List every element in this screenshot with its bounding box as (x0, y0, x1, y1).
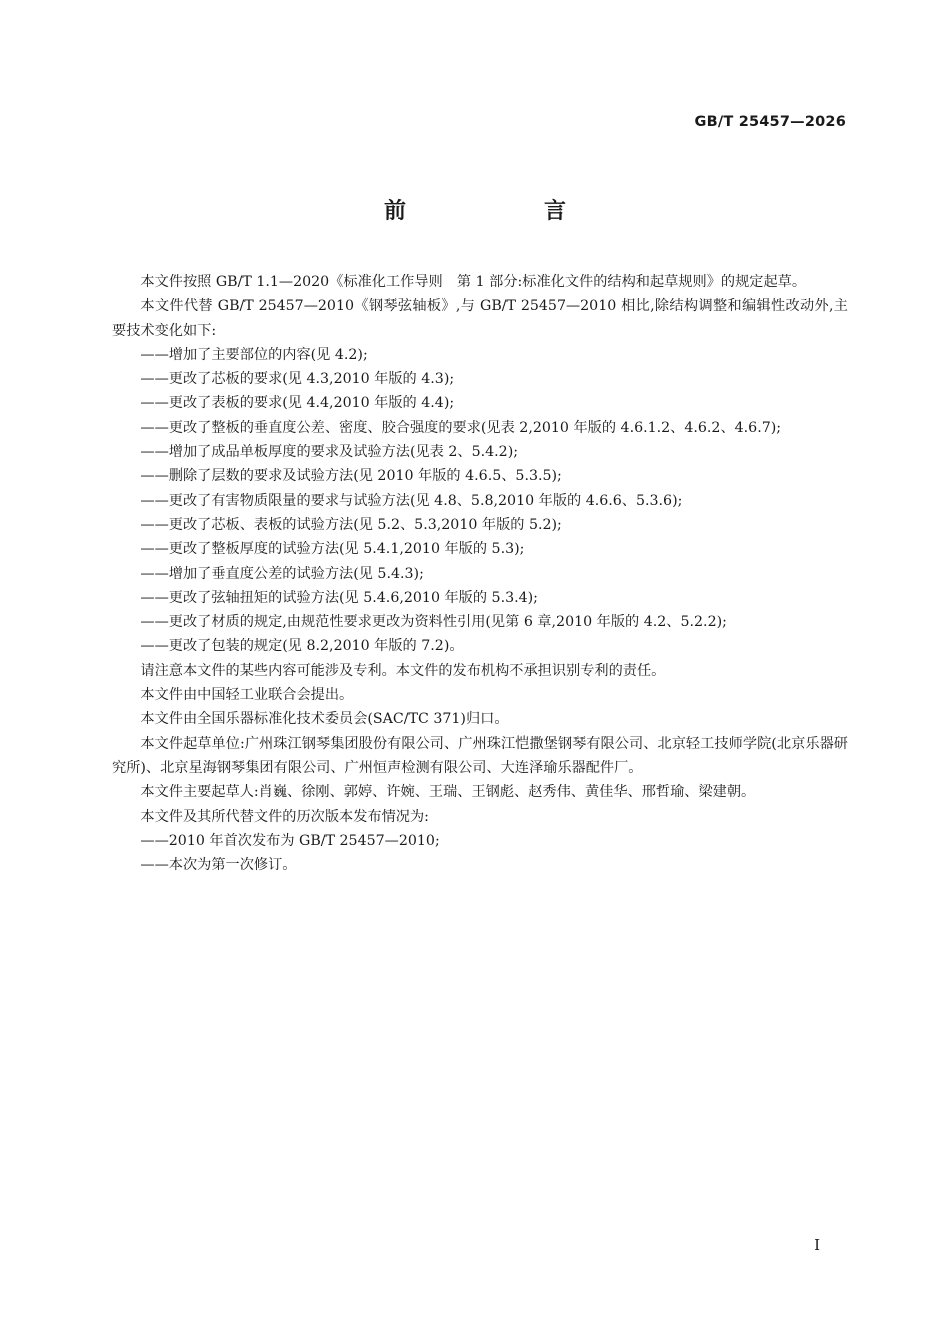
change-list (112, 343, 848, 659)
change-item: ——更改了整板的垂直度公差、密度、胶合强度的要求(见表 2,2010 年版的 4.6.1.2、4.6.2、4.6.7); (140, 419, 782, 436)
standard-code: GB/T 25457—2026 (694, 114, 846, 130)
paragraph-managed-by: 本文件由全国乐器标准化技术委员会(SAC/TC 371)归口。 (140, 711, 509, 728)
paragraph-history-intro: 本文件及其所代替文件的历次版本发布情况为: (140, 808, 429, 825)
history-item: ——2010 年首次发布为 GB/T 25457—2010; (140, 832, 440, 849)
change-item: ——更改了材质的规定,由规范性要求更改为资料性引用(见第 6 章,2010 年版的 4.2、5.2.2); (140, 614, 727, 631)
change-item: ——更改了弦轴扭矩的试验方法(见 5.4.6,2010 年版的 5.3.4); (140, 589, 538, 606)
paragraph-replacement: 本文件代替 GB/T 25457—2010《钢琴弦轴板》,与 GB/T 25457—2010 相比,除结构调整和编辑性改动外,主要技术变化如下: (112, 298, 848, 339)
change-item: ——更改了表板的要求(见 4.4,2010 年版的 4.4); (140, 395, 455, 412)
change-item: ——更改了芯板、表板的试验方法(见 5.2、5.3,2010 年版的 5.2); (140, 516, 562, 533)
change-item: ——更改了包装的规定(见 8.2,2010 年版的 7.2)。 (140, 638, 464, 655)
history-item: ——本次为第一次修订。 (140, 857, 297, 874)
paragraph-drafting-units: 本文件起草单位:广州珠江钢琴集团股份有限公司、广州珠江恺撒堡钢琴有限公司、北京轻工技师学院(北京乐器研究所)、北京星海钢琴集团有限公司、广州恒声检测有限公司、大连泽瑜乐器配件厂。 (112, 735, 848, 776)
change-item: ——更改了芯板的要求(见 4.3,2010 年版的 4.3); (140, 371, 455, 388)
page-number: I (814, 1236, 820, 1254)
paragraph-drafting-rules: 本文件按照 GB/T 1.1—2020《标准化工作导则 第 1 部分:标准化文件的结构和起草规则》的规定起草。 (140, 274, 807, 290)
change-item: ——增加了主要部位的内容(见 4.2); (140, 346, 368, 363)
paragraph-drafters: 本文件主要起草人:肖巍、徐刚、郭婷、许婉、王瑞、王钢彪、赵秀伟、黄佳华、邢哲瑜、梁建朝。 (140, 784, 756, 801)
paragraph-proposed-by: 本文件由中国轻工业联合会提出。 (140, 687, 354, 704)
change-item: ——增加了垂直度公差的试验方法(见 5.4.3); (140, 565, 424, 582)
change-item: ——更改了有害物质限量的要求与试验方法(见 4.8、5.8,2010 年版的 4.6.6、5.3.6); (140, 492, 683, 509)
change-item: ——更改了整板厚度的试验方法(见 5.4.1,2010 年版的 5.3); (140, 541, 525, 558)
history-list (112, 829, 848, 878)
change-item: ——删除了层数的要求及试验方法(见 2010 年版的 4.6.5、5.3.5); (140, 468, 562, 485)
document-body (112, 270, 848, 877)
page-title: 前 言 (383, 199, 624, 224)
change-item: ——增加了成品单板厚度的要求及试验方法(见表 2、5.4.2); (140, 444, 519, 461)
paragraph-patent-notice: 请注意本文件的某些内容可能涉及专利。本文件的发布机构不承担识别专利的责任。 (140, 662, 666, 679)
